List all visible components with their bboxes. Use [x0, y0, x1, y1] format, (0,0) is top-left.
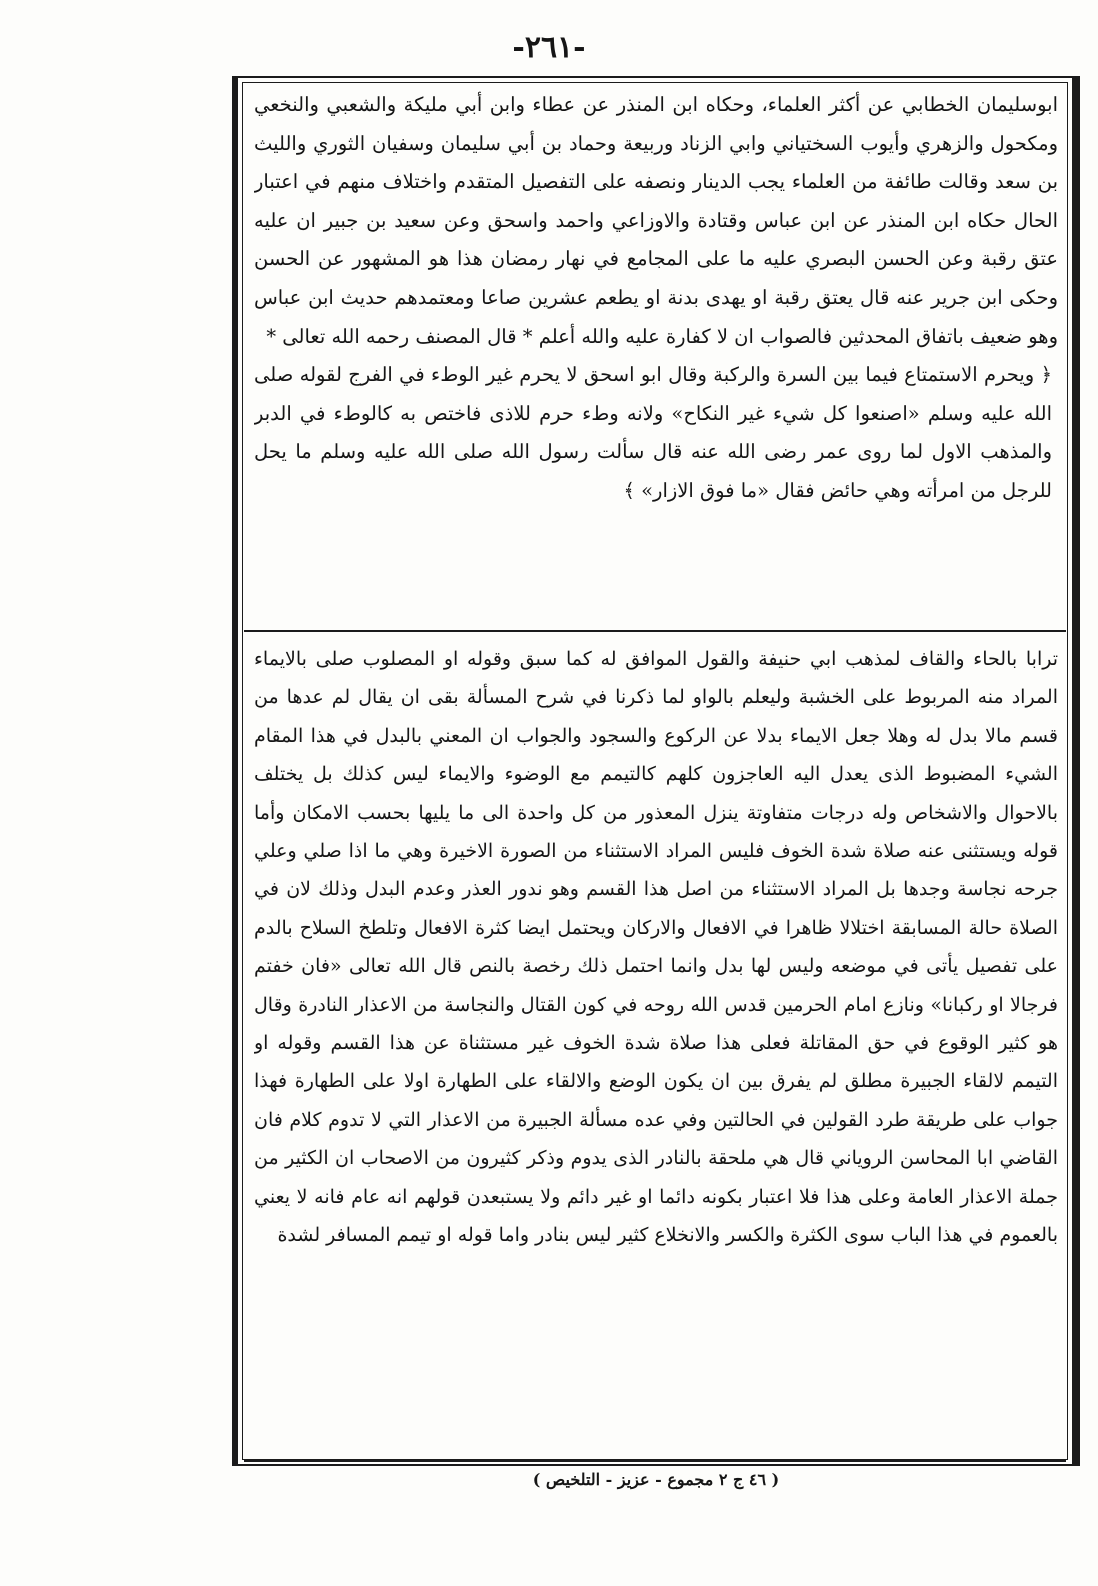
main-text-paragraph: ﴿ ويحرم الاستمتاع فيما بين السرة والركبة وقال ابو اسحق لا يحرم غير الوطء في الفرج لقوله صلى الله عليه وسلم «اصنعوا كل شيء غير النكاح» ولانه وطء حرم للاذى فاختص به كالوطء في الدبر والمذهب الاول لما روى عمر رضى الله عنه قال سألت رسول الله صلى الله عليه وسلم ما يحل للرجل من امرأته وهي حائض فقال «ما فوق الازار» ﴾ [254, 363, 1052, 502]
commentary-paragraph: ترابا بالحاء والقاف لمذهب ابي حنيفة والقول الموافق له كما سبق وقوله او المصلوب صلى بالايماء المراد منه المربوط على الخشبة وليعلم بالواو لما ذكرنا في شرح المسألة بقى ان يقال لم عدها من قسم مالا بدل له وهلا جعل الايماء بدلا عن الركوع والسجود والجواب ان المعني بالبدل في هذا المقام الشيء المضبوط الذى يعدل اليه العاجزون كلهم كالتيمم مع الوضوء والايماء ليس كذلك بل يختلف بالاحوال والاشخاص وله درجات متفاوتة ينزل المعذور من كل واحدة الى ما يليها بحسب الامكان وأما قوله ويستثنى عنه صلاة شدة الخوف فليس المراد الاستثناء من الصورة الاخيرة وهي ما اذا صلي وعلي جرحه نجاسة وجدها بل المراد الاستثناء من اصل هذا القسم وهو ندور العذر وعدم البدل وذلك لان في الصلاة حالة المسابقة اختلالا ظاهرا في الافعال والاركان ويحتمل ايضا كثرة الافعال وتلطخ السلاح بالدم على تفصيل يأتى في موضعه وليس لها بدل وانما احتمل ذلك رخصة بالنص قال الله تعالى «فان خفتم فرجالا او ركبانا» ونازع امام الحرمين قدس الله روحه في كون القتال والنجاسة من الاعذار النادرة وقال هو كثير الوقوع في حق المقاتلة فعلى هذا صلاة شدة الخوف غير مستثناة عن هذا القسم وقوله او التيمم لالقاء الجبيرة مطلق لم يفرق بين ان يكون الوضع والالقاء على الطهارة اولا على الطهارة فهذا جواب على طريقة طرد القولين في الحالتين وفي عده مسألة الجبيرة من الاعذار التي لا تدوم كلام فان القاضي ابا المحاسن الروياني قال هي ملحقة بالنادر الذى يدوم وذكر كثيرون من الاصحاب ان الكثير من جملة الاعذار العامة وعلى هذا فلا اعتبار بكونه دائما او غير دائم ولا يستبعدن قولهم انه عام فانه لا يعني بالعموم في هذا الباب سوى الكثرة والكسر والانخلاع كثير ليس بنادر واما قوله او تيمم المسافر لشدة [254, 648, 1058, 1247]
commentary-section [254, 640, 1058, 1450]
page-frame [232, 76, 1080, 1466]
main-text-paragraph: ابوسليمان الخطابي عن أكثر العلماء، وحكاه ابن المنذر عن عطاء وابن أبي مليكة والشعبي والنخعي ومكحول والزهري وأيوب السختياني وابي الزناد وربيعة وحماد بن أبي سليمان وسفيان الثوري والليث بن سعد وقالت طائفة من العلماء يجب الدينار ونصفه على التفصيل المتقدم واختلاف منهم في اعتبار الحال حكاه ابن المنذر عن ابن عباس وقتادة والاوزاعي واحمد واسحق وعن سعيد بن جبير ان عليه عتق رقبة وعن الحسن البصري عليه ما على المجامع في نهار رمضان هذا هو المشهور عن الحسن وحكى ابن جرير عنه قال يعتق رقبة او يهدى بدنة او يطعم عشرين صاعا ومعتمدهم حديث ابن عباس وهو ضعيف باتفاق المحدثين فالصواب ان لا كفارة عليه والله أعلم * قال المصنف رحمه الله تعالى * [254, 93, 1058, 348]
bottom-rule [244, 1459, 1066, 1462]
page-number: -٢٦١- [512, 30, 586, 65]
section-divider [244, 630, 1066, 632]
main-text-section [254, 86, 1058, 628]
page-footer: ( ٤٦ ج ٢ مجموع - عزيز - التلخيص ) [532, 1470, 780, 1489]
